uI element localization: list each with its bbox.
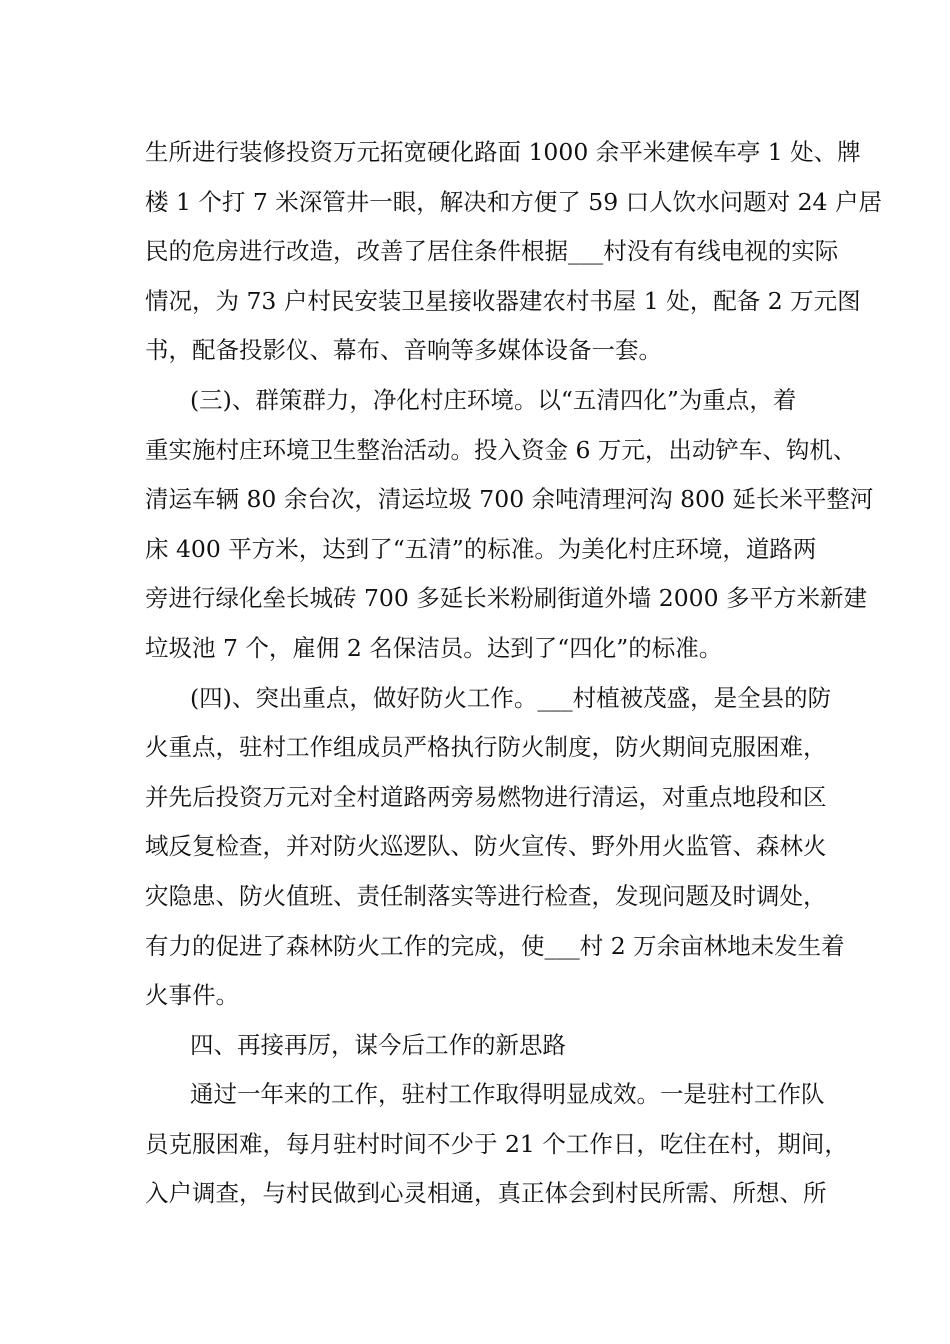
text-line: 通过一年来的工作，驻村工作取得明显成效。一是驻村工作队 xyxy=(190,1080,825,1109)
text-line: 重实施村庄环境卫生整治活动。投入资金 6 万元，出动铲车、钩机、 xyxy=(145,435,857,464)
text-line: 有力的促进了森林防火工作的完成，使___村 2 万余亩林地未发生着 xyxy=(145,931,845,960)
text-line: 楼 1 个打 7 米深管井一眼，解决和方便了 59 口人饮水问题对 24 户居 xyxy=(145,187,882,216)
text-line: (三)、群策群力，净化村庄环境。以“五清四化”为重点，着 xyxy=(190,385,797,414)
heading-text: 四、再接再厉，谋今后工作的新思路 xyxy=(190,1030,566,1059)
text-line: 生所进行装修投资万元拓宽硬化路面 1000 余平米建候车亭 1 处、牌 xyxy=(145,138,861,166)
text-line: 床 400 平方米，达到了“五清”的标准。为美化村庄环境，道路两 xyxy=(145,534,817,563)
text-line: 域反复检查，并对防火巡逻队、防火宣传、野外用火监管、森林火 xyxy=(145,832,827,861)
paragraph-results xyxy=(145,1070,848,1219)
paragraph-continuation xyxy=(145,128,882,376)
text-line: 并先后投资万元对全村道路两旁易燃物进行清运，对重点地段和区 xyxy=(145,782,827,811)
paragraph-environment xyxy=(145,376,874,674)
section-heading xyxy=(145,1021,810,1071)
text-line: 书，配备投影仪、幕布、音响等多媒体设备一套。 xyxy=(145,336,662,365)
text-line: 垃圾池 7 个，雇佣 2 名保洁员。达到了“四化”的标准。 xyxy=(145,633,723,662)
text-line: 入户调查，与村民做到心灵相通，真正体会到村民所需、所想、所 xyxy=(145,1179,827,1208)
text-line: 火重点，驻村工作组成员严格执行防火制度，防火期间克服困难， xyxy=(145,733,827,762)
paragraph-fire-prevention xyxy=(145,674,845,1021)
text-line: 员克服困难，每月驻村时间不少于 21 个工作日，吃住在村，期间， xyxy=(145,1129,848,1158)
text-line: 灾隐患、防火值班、责任制落实等进行检查，发现问题及时调处， xyxy=(145,881,827,910)
text-line: 火事件。 xyxy=(145,981,239,1010)
text-line: 民的危房进行改造，改善了居住条件根据___村没有有线电视的实际 xyxy=(145,237,839,266)
text-line: (四)、突出重点，做好防火工作。___村植被茂盛，是全县的防 xyxy=(190,683,832,712)
text-line: 清运车辆 80 余台次，清运垃圾 700 余吨清理河沟 800 延长米平整河 xyxy=(145,485,874,514)
text-line: 旁进行绿化垒长城砖 700 多延长米粉刷街道外墙 2000 多平方米新建 xyxy=(145,584,868,613)
document-body xyxy=(145,128,882,1219)
text-line: 情况，为 73 户村民安装卫星接收器建农村书屋 1 处，配备 2 万元图 xyxy=(145,286,861,315)
